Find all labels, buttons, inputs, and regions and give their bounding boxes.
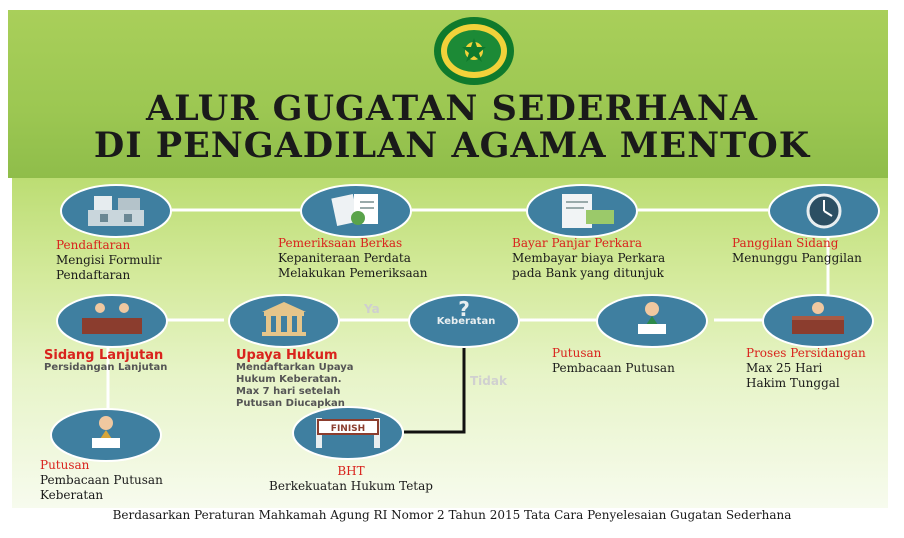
- reader-icon: [596, 294, 708, 348]
- step-sidang-lanjutan-line1: Persidangan Lanjutan: [44, 362, 168, 373]
- step-pendaftaran-heading: Pendaftaran: [56, 238, 131, 252]
- step-proses: [746, 346, 866, 391]
- step-bayar-line1: Membayar biaya Perkara: [512, 251, 666, 265]
- step-putusan-keberatan-line1: Pembacaan Putusan: [40, 473, 163, 487]
- step-upaya-heading: Upaya Hukum: [236, 348, 338, 363]
- courthouse-icon: [228, 294, 340, 348]
- step-pemeriksaan: [278, 236, 428, 281]
- step-proses-heading: Proses Persidangan: [746, 346, 866, 360]
- step-upaya: [236, 350, 354, 410]
- step-proses-line2: Hakim Tunggal: [746, 376, 840, 390]
- registration-desk-icon: [60, 184, 172, 238]
- step-panggilan: [732, 236, 862, 266]
- step-upaya-line3: Max 7 hari setelah: [236, 386, 341, 397]
- step-putusan-keberatan: [40, 458, 163, 503]
- branch-tidak-label: Tidak: [470, 374, 507, 388]
- step-pendaftaran-line1: Mengisi Formulir: [56, 253, 162, 267]
- step-sidang-lanjutan-heading: Sidang Lanjutan: [44, 348, 164, 363]
- documents-icon: [300, 184, 412, 238]
- step-pemeriksaan-heading: Pemeriksaan Berkas: [278, 236, 403, 250]
- step-panggilan-line1: Menunggu Panggilan: [732, 251, 862, 265]
- step-putusan-heading: Putusan: [552, 346, 602, 360]
- title-line-1: ALUR GUGATAN SEDERHANA: [145, 88, 759, 129]
- step-putusan-line1: Pembacaan Putusan: [552, 361, 675, 375]
- footer-note: Berdasarkan Peraturan Mahkamah Agung RI Nomor 2 Tahun 2015 Tata Cara Penyelesaian Gugatan Sederhana: [112, 508, 792, 522]
- step-upaya-line2: Hukum Keberatan.: [236, 374, 342, 385]
- step-bayar: [512, 236, 665, 281]
- step-putusan: [552, 346, 675, 376]
- keberatan-label: Keberatan: [436, 316, 496, 327]
- step-sidang-lanjutan: [44, 350, 167, 374]
- tidak-branch-line: [404, 346, 464, 432]
- judge-icon: [762, 294, 874, 348]
- step-panggilan-heading: Panggilan Sidang: [732, 236, 839, 250]
- svg-text:?: ?: [458, 297, 470, 321]
- step-bht-heading: BHT: [337, 464, 365, 478]
- reader-icon-keberatan: [50, 408, 162, 462]
- finish-text: FINISH: [330, 424, 366, 434]
- finish-line-icon: [292, 406, 404, 460]
- branch-ya-label: Ya: [364, 302, 380, 316]
- step-putusan-keberatan-line2: Keberatan: [40, 488, 104, 502]
- step-bayar-heading: Bayar Panjar Perkara: [512, 236, 642, 250]
- step-bht-line1: Berkekuatan Hukum Tetap: [269, 479, 433, 493]
- step-pemeriksaan-line2: Melakukan Pemeriksaan: [278, 266, 428, 280]
- step-pendaftaran: [56, 238, 162, 283]
- step-bht: [256, 464, 446, 494]
- step-upaya-line1: Mendaftarkan Upaya: [236, 362, 354, 373]
- title-line-2: DI PENGADILAN AGAMA MENTOK: [93, 125, 811, 166]
- step-pemeriksaan-line1: Kepaniteraan Perdata: [278, 251, 411, 265]
- step-putusan-keberatan-heading: Putusan: [40, 458, 90, 472]
- clock-icon: [768, 184, 880, 238]
- step-bayar-line2: pada Bank yang ditunjuk: [512, 266, 664, 280]
- invoice-money-icon: [526, 184, 638, 238]
- step-upaya-line4: Putusan Diucapkan: [236, 398, 345, 409]
- court-session-icon: [56, 294, 168, 348]
- step-pendaftaran-line2: Pendaftaran: [56, 268, 131, 282]
- step-proses-line1: Max 25 Hari: [746, 361, 823, 375]
